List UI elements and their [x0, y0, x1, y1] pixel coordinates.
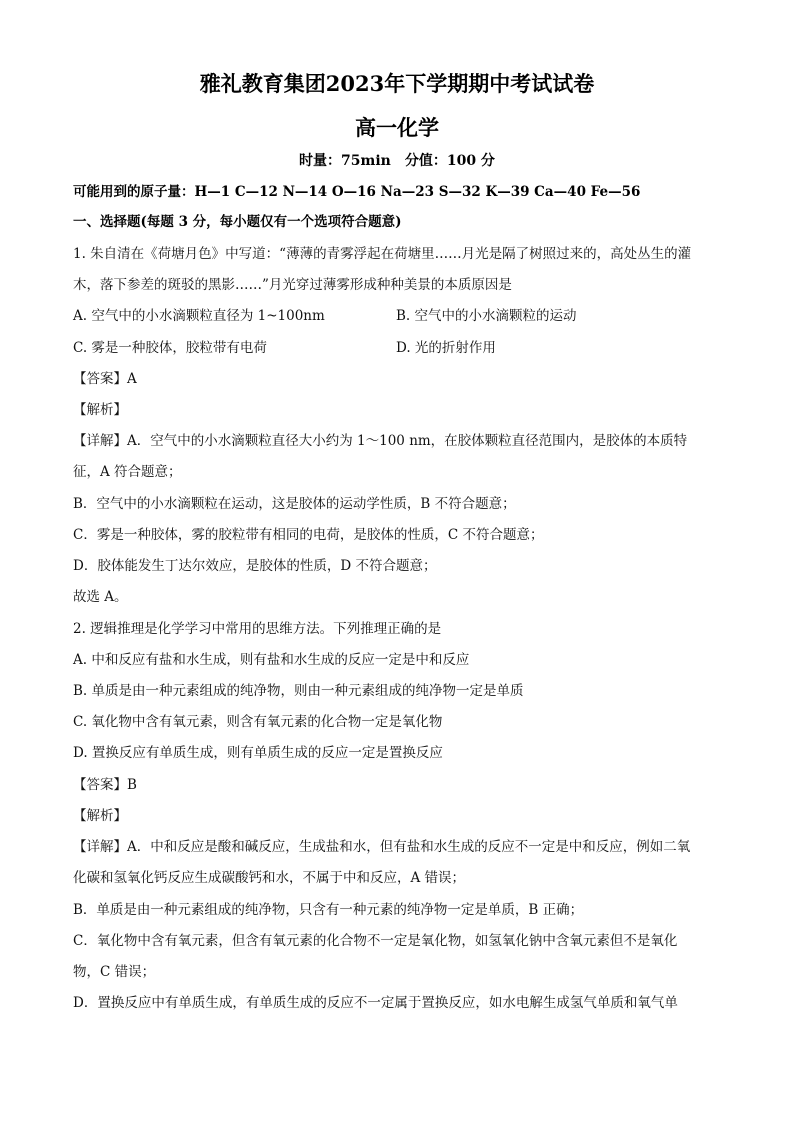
subject-title: 高一化学	[355, 115, 439, 140]
q2-option-b: B. 单质是由一种元素组成的纯净物，则由一种元素组成的纯净物一定是单质	[73, 683, 524, 699]
q2-detail-line1: 【详解】A．中和反应是酸和碱反应，生成盐和水，但有盐和水生成的反应不一定是中和反应，例如二氧	[73, 839, 691, 855]
q1-analysis-label: 【解析】	[73, 402, 127, 418]
q1-stem-line2: 木，落下参差的斑驳的黑影……”月光穿过薄雾形成种种美景的本质原因是	[73, 277, 512, 293]
q1-option-a: A. 空气中的小水滴颗粒直径为 1~100nm	[73, 308, 325, 324]
q2-option-c: C. 氧化物中含有氧元素，则含有氧元素的化合物一定是氧化物	[73, 714, 443, 730]
q1-detail-line4: C．雾是一种胶体，雾的胶粒带有相同的电荷，是胶体的性质，C 不符合题意；	[73, 527, 544, 543]
q1-option-b: B. 空气中的小水滴颗粒的运动	[396, 308, 577, 324]
q2-detail-line5: 物，C 错误；	[73, 964, 156, 980]
q2-detail-line4: C．氧化物中含有氧元素，但含有氧元素的化合物不一定是氧化物，如氢氧化钠中含氧元素但不是氧化	[73, 933, 678, 949]
q1-stem-line1: 1. 朱自清在《荷塘月色》中写道：“薄薄的青雾浮起在荷塘里……月光是隔了树照过来的，高处丛生的灌	[73, 246, 692, 262]
q1-answer: 【答案】A	[73, 371, 137, 387]
q2-detail-line2: 化碳和氢氧化钙反应生成碳酸钙和水，不属于中和反应，A 错误；	[73, 870, 466, 886]
time-score-line: 时量：75min 分值：100 分	[299, 153, 495, 169]
exam-title: 雅礼教育集团2023年下学期期中考试试卷	[199, 71, 595, 96]
section-heading: 一、选择题(每题 3 分，每小题仅有一个选项符合题意)	[73, 214, 402, 230]
q1-detail-line1: 【详解】A．空气中的小水滴颗粒直径大小约为 1～100 nm，在胶体颗粒直径范围内，是胶体的本质特	[73, 433, 688, 449]
q2-option-a: A. 中和反应有盐和水生成，则有盐和水生成的反应一定是中和反应	[73, 652, 470, 668]
q2-answer: 【答案】B	[73, 777, 137, 793]
q2-detail-line3: B．单质是由一种元素组成的纯净物，只含有一种元素的纯净物一定是单质，B 正确；	[73, 902, 584, 918]
q1-option-c: C. 雾是一种胶体，胶粒带有电荷	[73, 340, 267, 356]
atomic-masses: 可能用到的原子量：H—1 C—12 N—14 O—16 Na—23 S—32 K—39 Ca—40 Fe—56	[73, 184, 641, 200]
q1-conclusion: 故选 A。	[73, 589, 128, 605]
q1-detail-line3: B．空气中的小水滴颗粒在运动，这是胶体的运动学性质，B 不符合题意；	[73, 496, 516, 512]
q1-detail-line5: D．胶体能发生丁达尔效应，是胶体的性质，D 不符合题意；	[73, 558, 437, 574]
q2-detail-line6: D．置换反应中有单质生成，有单质生成的反应不一定属于置换反应，如水电解生成氢气单质和氧气单	[73, 995, 678, 1011]
q2-stem: 2. 逻辑推理是化学学习中常用的思维方法。下列推理正确的是	[73, 621, 442, 637]
q1-option-d: D. 光的折射作用	[396, 340, 496, 356]
q2-option-d: D. 置换反应有单质生成，则有单质生成的反应一定是置换反应	[73, 745, 443, 761]
q1-detail-line2: 征，A 符合题意；	[73, 464, 182, 480]
q2-analysis-label: 【解析】	[73, 808, 127, 824]
